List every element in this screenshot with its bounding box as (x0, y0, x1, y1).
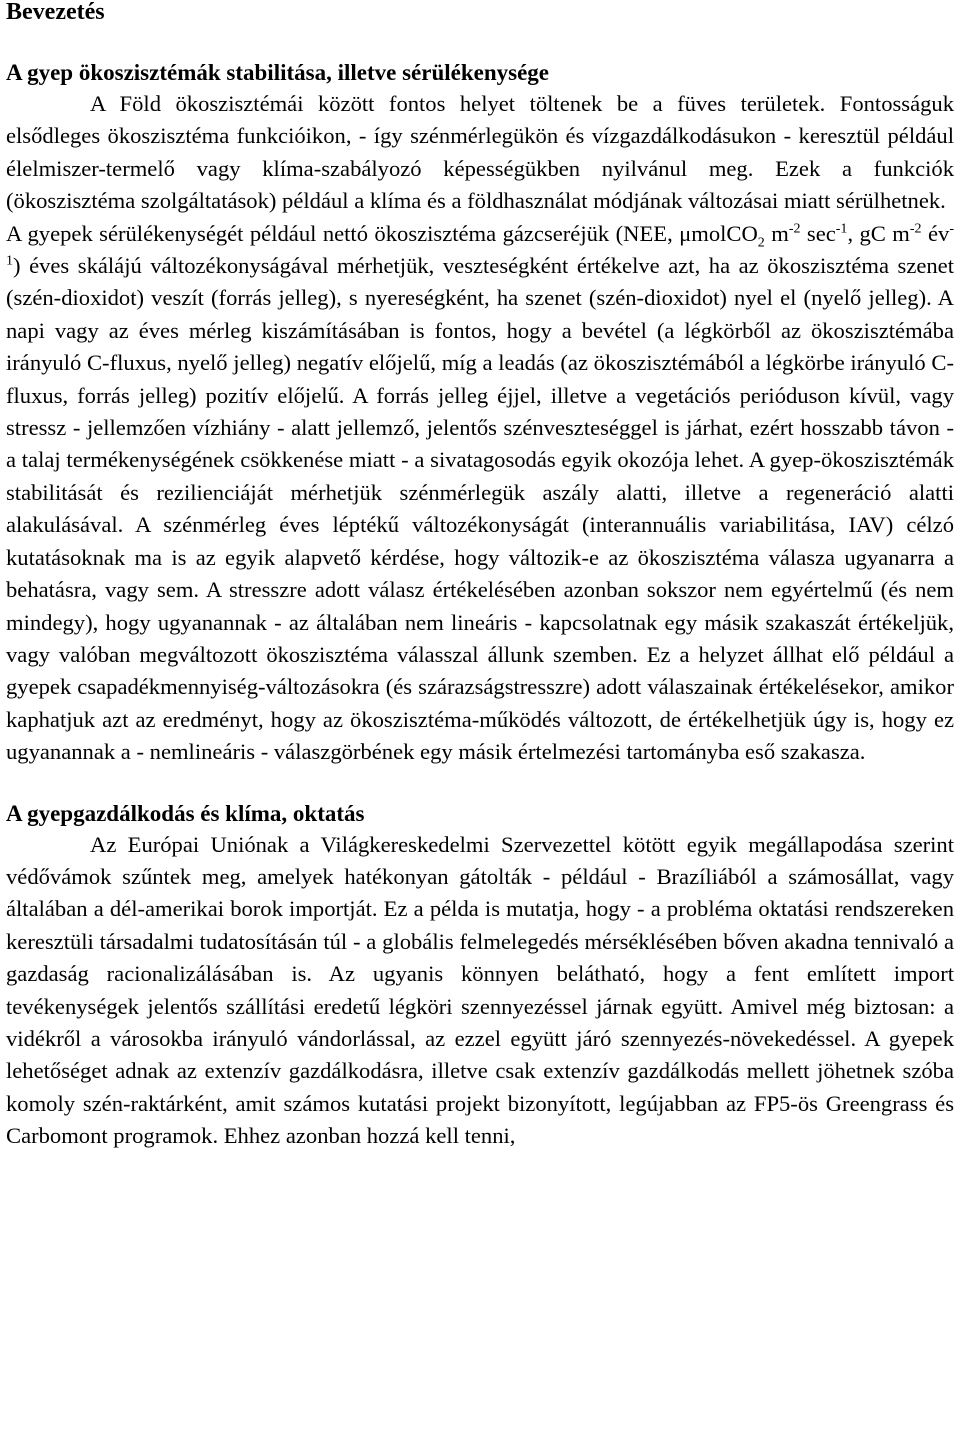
unit-text: év (921, 220, 950, 246)
unit-text: sec (800, 220, 836, 246)
paragraph-text: A gyepek sérülékenységét például nettó ökoszisztéma gázcseréjük (NEE, μmolCO (6, 220, 758, 246)
paragraph-eu-trade (6, 829, 954, 1153)
paragraph-vulnerability (6, 218, 954, 769)
paragraph-intro-text: A Föld ökoszisztémái között fontos helyet töltenek be a füves területek. Fontosságuk elsődleges ökoszisztéma funkcióikon, - így szénmérlegükön és vízgazdálkodásukon - keresztül például élelmiszer-termelő vagy klíma-szabályozó képességükben nyilvánul meg. Ezek a funkciók (ökoszisztéma szolgáltatások) például a klíma és a földhasználat módjának változásai miatt sérülhetnek. (6, 91, 954, 214)
subscript: 2 (757, 235, 765, 251)
superscript: -1 (835, 221, 848, 237)
unit-text: m (764, 220, 789, 246)
unit-text: , gC m (847, 220, 910, 246)
paragraph-text: ) éves skálájú változékonyságával mérhetjük, veszteségként értékelve azt, ha az ökoszisztéma szenet (szén-dioxidot) veszít (forrás jelleg), s nyereségként, ha szenet (szén-dioxidot) nyel el (nyelő jelleg). A napi vagy az éves mérleg kiszámításában is fontos, hogy a bevétel (a légkörből az ökoszisztémába irányuló C-fluxus, nyelő jelleg) negatív előjelű, míg a leadás (az ökoszisztémából a légkörbe irányuló C-fluxus, forrás jelleg) pozitív előjelű. A forrás jelleg éjjel, illetve a vegetációs perióduson kívül, vagy stressz - jellemzően vízhiány - alatt jellemző, jelentős szénveszteséggel is járhat, ezért hosszabb távon - a talaj termékenységének csökkenése miatt - a sivatagosodás egyik okozója lehet. A gyep-ökoszisztémák stabilitását és rezilienciáját mérhetjük szénmérlegük aszály alatti, illetve a regeneráció alatti alakulásával. A szénmérleg éves léptékű változékonyságát (interannuális variabilitása, IAV) célzó kutatásoknak ma is az egyik alapvető kérdése, hogy változik-e az ökoszisztéma válasza ugyanarra a behatásra, vagy sem. A stresszre adott válasz értékelésében azonban sokszor nem egyértelmű (és nem mindegy), hogy ugyanannak - az általában nem lineáris - kapcsolatnak egy másik szakaszát értékeljük, vagy valóban megváltozott ökoszisztéma válasszal állunk szemben. Ez a helyzet állhat elő például a gyepek csapadékmennyiség-változásokra (és szárazságstresszre) adott válaszainak értékelésekor, amikor kaphatjuk azt az eredményt, hogy az ökoszisztéma-működés változott, de értékelhetjük úgy is, hogy ez ugyanannak a - nemlineáris - válaszgörbének egy másik értelmezési tartományba eső szakasza. (6, 253, 954, 765)
subsection-title-ecosystem-stability: A gyep ökoszisztémák stabilitása, illetve sérülékenysége (6, 60, 550, 85)
subsection-title-grassland-climate: A gyepgazdálkodás és klíma, oktatás (6, 800, 365, 826)
section-title: Bevezetés (6, 0, 105, 25)
superscript: -2 (788, 221, 801, 237)
paragraph-intro (6, 88, 954, 218)
superscript: -2 (909, 221, 922, 237)
superscript: -1 (6, 221, 954, 269)
paragraph-eu-trade-text: Az Európai Uniónak a Világkereskedelmi Szervezettel kötött egyik megállapodása szerint védővámok szűntek meg, amelyek hatékonyan gátolták - például - Brazíliából a számosállat, vagy általában a dél-amerikai borok importját. Ez a példa is mutatja, hogy - a probléma oktatási rendszereken keresztüli társadalmi tudatosításán túl - a globális felmelegedés mérséklésében bőven akadna tennivaló a gazdaság racionalizálásában is. Az ugyanis könnyen belátható, hogy a fent említett import tevékenységek jelentős szállítási eredetű légköri szennyezéssel járnak együtt. Amivel még biztosan: a vidékről a városokba irányuló vándorlással, az ezzel együtt járó szennyezés-növekedéssel. A gyepek lehetőséget adnak az extenzív gazdálkodásra, illetve csak extenzív gazdálkodás mellett jöhetnek szóba komoly szén-raktárként, amit számos kutatási projekt bizonyított, legújabban az FP5-ös Greengrass és Carbomont programok. Ehhez azonban hozzá kell tenni, (6, 831, 954, 1149)
